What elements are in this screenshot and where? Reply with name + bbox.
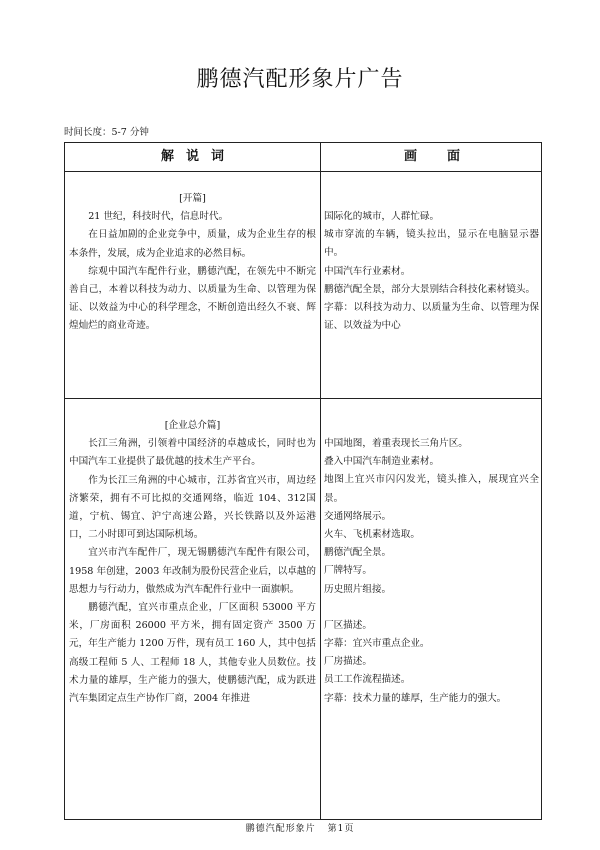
visual-line: 城市穿流的车辆，镜头拉出，显示在电脑显示器中。 xyxy=(324,229,539,259)
visual-line: 字幕：宜兴市重点企业。 xyxy=(324,638,430,650)
visual-line: 中国地图，着重表现长三角片区。 xyxy=(324,438,468,449)
visual-line: 字幕：以科技为动力、以质量为生命、以管理为保证、以效益为中心 xyxy=(324,302,539,332)
visual-line: 国际化的城市，人群忙碌。 xyxy=(324,211,440,222)
visual-line: 厂区描述。 xyxy=(324,619,372,631)
section-overview-visuals xyxy=(324,435,539,708)
header-divider xyxy=(65,171,541,172)
column-divider xyxy=(320,143,321,819)
visual-line: 厂牌特写。 xyxy=(324,565,372,577)
visual-line: 鹏德汽配全景，部分大景别结合科技化素材镜头。 xyxy=(324,283,536,295)
section-heading: [开篇] xyxy=(179,193,206,204)
visual-line: 交通网络展示。 xyxy=(324,510,392,522)
section-opening-visuals xyxy=(324,208,539,335)
page-number: 第1页 xyxy=(327,824,355,834)
section-opening-narration xyxy=(69,190,316,336)
visual-line: 员工工作流程描述。 xyxy=(324,674,411,686)
script-table xyxy=(64,142,542,820)
visual-line: 叠入中国汽车制造业素材。 xyxy=(324,456,440,468)
visual-line: 鹏德汽配全景。 xyxy=(324,547,392,559)
narration-paragraph: 长江三角洲，引领着中国经济的卓越成长，同时也为中国汽车工业提供了最优越的技术生产平台。 xyxy=(69,438,316,468)
narration-paragraph: 综观中国汽车配件行业，鹏德汽配，在领先中不断完善自己，本着以科技为动力、以质量为生命、以管理为保证、以效益为中心的科学理念，不断创造出经久不衰、辉煌灿烂的商业奇迹。 xyxy=(69,265,316,332)
narration-paragraph: 在日益加剧的企业竞争中，质量，成为企业生存的根本条件，发展，成为企业追求的必然目标。 xyxy=(69,229,316,259)
visual-line: 厂房描述。 xyxy=(324,656,372,668)
page-footer xyxy=(0,821,600,834)
footer-title: 鹏德汽配形象片 xyxy=(245,824,316,834)
duration-label: 时间长度：5-7 分钟 xyxy=(64,127,149,138)
visuals-header: 画面 xyxy=(403,149,490,164)
narration-paragraph: 鹏德汽配，宜兴市重点企业，厂区面积 53000 平方米，厂房面积 26000 平方米，拥有固定资产 3500 万元，年生产能力 1200 万件，现有员工 160 人，其中包括高级工程师 5 人、工程师 18 人，其他专业人员数位。技术力量的雄厚，生产能力的强大，使鹏德汽配，成为跃进汽车集团定点生产协作厂商，2004 年推进 xyxy=(69,602,316,705)
visual-line: 中国汽车行业素材。 xyxy=(324,265,411,277)
visual-line: 火车、飞机素材选取。 xyxy=(324,529,420,541)
section-heading: [企业总介篇] xyxy=(164,420,221,431)
narration-paragraph: 宜兴市汽车配件厂，现无锡鹏德汽车配件有限公司，1958 年创建，2003 年改制为股份民营企业后，以卓越的思想力与行动力，傲然成为汽车配件行业中一面旗帜。 xyxy=(69,547,316,595)
visual-line: 历史照片组接。 xyxy=(324,583,392,595)
document-title: 鹏德汽配形象片广告 xyxy=(196,67,404,92)
section-divider xyxy=(65,398,541,399)
narration-paragraph: 21 世纪，科技时代，信息时代。 xyxy=(88,211,229,223)
visual-line: 地图上宜兴市闪闪发光，镜头推入，展现宜兴全景。 xyxy=(324,474,539,504)
narration-paragraph: 作为长江三角洲的中心城市，江苏省宜兴市，周边经济繁荣，拥有不可比拟的交通网络，临近 104、312国道，宁杭、锡宜、沪宁高速公路，兴长铁路以及外运港口，二小时即可到达国际机场。 xyxy=(69,474,316,541)
section-overview-narration xyxy=(69,417,316,708)
visual-line: 字幕：技术力量的雄厚，生产能力的强大。 xyxy=(324,692,507,704)
narration-header: 解说词 xyxy=(160,149,236,164)
